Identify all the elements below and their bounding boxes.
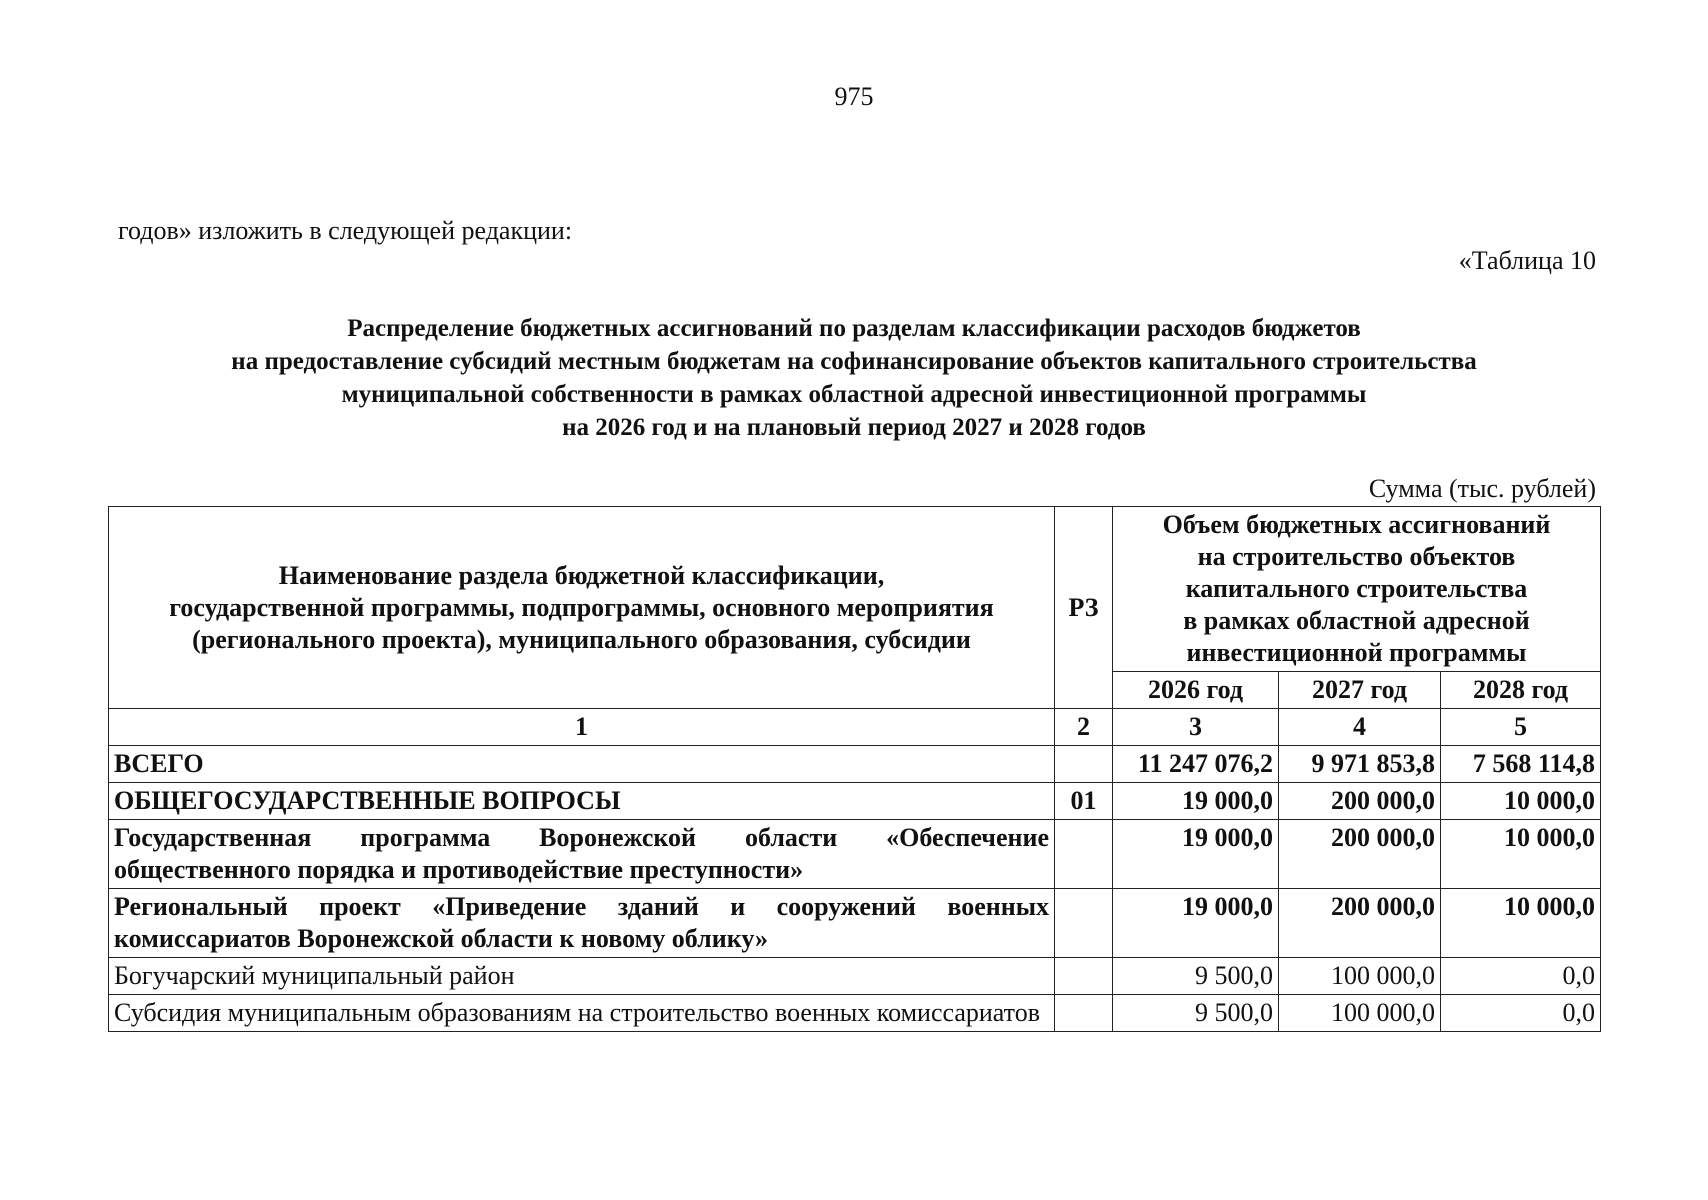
row-value-2027: 200 000,0	[1279, 820, 1441, 889]
title-line: на предоставление субсидий местным бюджетам на софинансирование объектов капитального строительства	[231, 348, 1477, 375]
column-number: 3	[1113, 709, 1279, 746]
header-volume-line: Объем бюджетных ассигнований	[1162, 510, 1551, 539]
row-value-2027: 200 000,0	[1279, 783, 1441, 820]
row-value-2027: 100 000,0	[1279, 958, 1441, 995]
table-title	[100, 312, 1608, 444]
row-value-2026: 9 500,0	[1113, 995, 1279, 1032]
header-year-2027: 2027 год	[1279, 672, 1441, 709]
header-year-2026: 2026 год	[1113, 672, 1279, 709]
row-value-2028: 10 000,0	[1441, 783, 1601, 820]
column-number: 5	[1441, 709, 1601, 746]
table-row-program	[109, 820, 1601, 889]
row-name: ВСЕГО	[109, 746, 1055, 783]
header-rz-column: РЗ	[1055, 507, 1113, 709]
row-value-2027: 200 000,0	[1279, 889, 1441, 958]
table-row-section	[109, 783, 1601, 820]
row-name: ОБЩЕГОСУДАРСТВЕННЫЕ ВОПРОСЫ	[109, 783, 1055, 820]
column-number: 1	[109, 709, 1055, 746]
row-value-2028: 7 568 114,8	[1441, 746, 1601, 783]
header-name-column	[109, 507, 1055, 709]
row-value-2026: 9 500,0	[1113, 958, 1279, 995]
column-number: 2	[1055, 709, 1113, 746]
column-number: 4	[1279, 709, 1441, 746]
table-row-subsidy	[109, 995, 1601, 1032]
header-name-line: Наименование раздела бюджетной классификации,	[278, 560, 885, 590]
row-value-2026: 11 247 076,2	[1113, 746, 1279, 783]
table-row-total	[109, 746, 1601, 783]
row-rz	[1055, 958, 1113, 995]
row-value-2028: 10 000,0	[1441, 889, 1601, 958]
row-name: Государственная программа Воронежской области «Обеспечение общественного порядка и противодействие преступности»	[109, 820, 1055, 889]
row-value-2027: 9 971 853,8	[1279, 746, 1441, 783]
row-rz	[1055, 820, 1113, 889]
title-line: на 2026 год и на плановый период 2027 и 2028 годов	[562, 414, 1146, 441]
header-volume-line: инвестиционной программы	[1186, 638, 1527, 667]
row-value-2027: 100 000,0	[1279, 995, 1441, 1032]
row-name: Региональный проект «Приведение зданий и сооружений военных комиссариатов Воронежской области к новому облику»	[109, 889, 1055, 958]
title-line: муниципальной собственности в рамках областной адресной инвестиционной программы	[341, 381, 1367, 408]
header-volume-group	[1113, 507, 1601, 672]
header-year-2028: 2028 год	[1441, 672, 1601, 709]
header-volume-line: капитального строительства	[1185, 574, 1528, 603]
title-line: Распределение бюджетных ассигнований по разделам классификации расходов бюджетов	[347, 315, 1361, 342]
row-rz: 01	[1055, 783, 1113, 820]
row-rz	[1055, 995, 1113, 1032]
table-label: «Таблица 10	[1458, 246, 1596, 275]
header-volume-line: в рамках областной адресной	[1183, 606, 1530, 635]
row-value-2026: 19 000,0	[1113, 783, 1279, 820]
table-row-district	[109, 958, 1601, 995]
header-volume-line: на строительство объектов	[1197, 542, 1516, 571]
row-value-2028: 10 000,0	[1441, 820, 1601, 889]
header-name-line: государственной программы, подпрограммы, основного мероприятия	[169, 592, 994, 622]
row-value-2026: 19 000,0	[1113, 820, 1279, 889]
row-value-2028: 0,0	[1441, 995, 1601, 1032]
header-name-line: (регионального проекта), муниципального образования, субсидии	[192, 624, 971, 654]
units-label: Сумма (тыс. рублей)	[1368, 474, 1596, 503]
row-rz	[1055, 746, 1113, 783]
row-name: Богучарский муниципальный район	[109, 958, 1055, 995]
budget-table	[108, 506, 1601, 1032]
row-value-2026: 19 000,0	[1113, 889, 1279, 958]
row-rz	[1055, 889, 1113, 958]
intro-text: годов» изложить в следующей редакции:	[118, 216, 573, 245]
row-name: Субсидия муниципальным образованиям на строительство военных комиссариатов	[109, 995, 1055, 1032]
page-number: 975	[834, 82, 874, 111]
column-number-row	[109, 709, 1601, 746]
row-value-2028: 0,0	[1441, 958, 1601, 995]
table-row-project	[109, 889, 1601, 958]
